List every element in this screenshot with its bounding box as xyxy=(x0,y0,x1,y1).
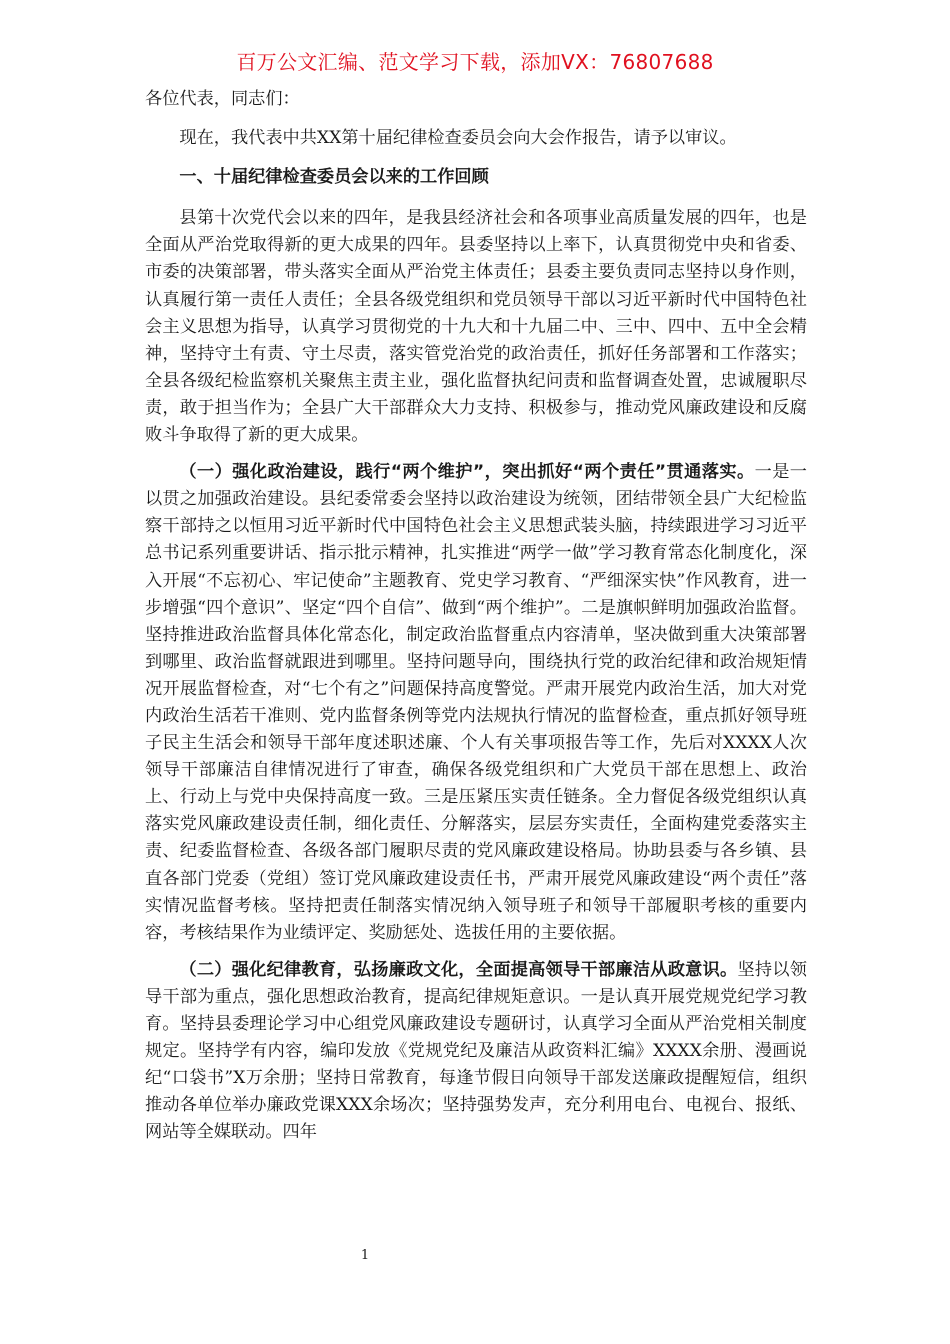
review-paragraph: 县第十次党代会以来的四年，是我县经济社会和各项事业高质量发展的四年，也是全面从严治党取得新的更大成果的四年。县委坚持以上率下，认真贯彻党中央和省委、市委的决策部署，带头落实全面从严治党主体责任；县委主要负责同志坚持以身作则，认真履行第一责任人责任；全县各级党组织和党员领导干部以习近平新时代中国特色社会主义思想为指导，认真学习贯彻党的十九大和十九届二中、三中、四中、五中全会精神，坚持守土有责、守土尽责，落实管党治党的政治责任，抓好任务部署和工作落实；全县各级纪检监察机关聚焦主责主业，强化监督执纪问责和监督调查处置，忠诚履职尽责，敢于担当作为；全县广大干部群众大力支持、积极参与，推动党风廉政建设和反腐败斗争取得了新的更大成果。 xyxy=(145,208,807,446)
item-one-paragraph xyxy=(145,459,807,947)
item-two-heading: （二）强化纪律教育，弘扬廉政文化，全面提高领导干部廉洁从政意识。 xyxy=(179,959,738,980)
item-two-paragraph xyxy=(145,957,807,1147)
watermark-banner: 百万公文汇编、范文学习下载，添加VX：76807688 xyxy=(236,50,714,74)
page-number: 1 xyxy=(360,1248,370,1263)
greeting: 各位代表，同志们： xyxy=(145,89,300,109)
section-heading: 一、十届纪律检查委员会以来的工作回顾 xyxy=(179,167,489,188)
report-body xyxy=(145,86,807,1146)
item-one-body: 一是一以贯之加强政治建设。县纪委常委会坚持以政治建设为统领，团结带领全县广大纪检监察干部持之以恒用习近平新时代中国特色社会主义思想武装头脑，持续跟进学习习近平总书记系列重要讲话、指示批示精神，扎实推进“两学一做”学习教育常态化制度化，深入开展“不忘初心、牢记使命”主题教育、党史学习教育、“严细深实快”作风教育，进一步增强“四个意识”、坚定“四个自信”、做到“两个维护”。二是旗帜鲜明加强政治监督。坚持推进政治监督具体化常态化，制定政治监督重点内容清单，坚决做到重大决策部署到哪里、政治监督就跟进到哪里。坚持问题导向，围绕执行党的政治纪律和政治规矩情况开展监督检查，对“七个有之”问题保持高度警觉。严肃开展党内政治生活，加大对党内政治生活若干准则、党内监督条例等党内法规执行情况的监督检查，重点抓好领导班子民主生活会和领导干部年度述职述廉、个人有关事项报告等工作，先后对XXXX人次领导干部廉洁自律情况进行了审查，确保各级党组织和广大党员干部在思想上、政治上、行动上与党中央保持高度一致。三是压紧压实责任链条。全力督促各级党组织认真落实党风廉政建设责任制，细化责任、分解落实，层层夯实责任，全面构建党委落实主责、纪委监督检查、各级各部门履职尽责的党风廉政建设格局。协助县委与各乡镇、县直各部门党委（党组）签订党风廉政建设责任书，严肃开展党风廉政建设“两个责任”落实情况监督考核。坚持把责任制落实情况纳入领导班子和领导干部履职考核的重要内容，考核结果作为业绩评定、奖励惩处、选拔任用的主要依据。 xyxy=(145,462,807,943)
item-one-heading: （一）强化政治建设，践行“两个维护”，突出抓好“两个责任”贯通落实。 xyxy=(179,462,755,483)
item-two-body: 坚持以领导干部为重点，强化思想政治教育，提高纪律规矩意识。一是认真开展党规党纪学习教育。坚持县委理论学习中心组党风廉政建设专题研讨，认真学习全面从严治党相关制度规定。坚持学有内容，编印发放《党规党纪及廉洁从政资料汇编》XXXX余册、漫画说纪“口袋书”X万余册；坚持日常教育，每逢节假日向领导干部发送廉政提醒短信，组织推动各单位举办廉政党课XXX余场次；坚持强势发声，充分利用电台、电视台、报纸、网站等全媒联动。四年 xyxy=(145,959,807,1143)
opening-paragraph: 现在，我代表中共XX第十届纪律检查委员会向大会作报告，请予以审议。 xyxy=(179,128,737,149)
